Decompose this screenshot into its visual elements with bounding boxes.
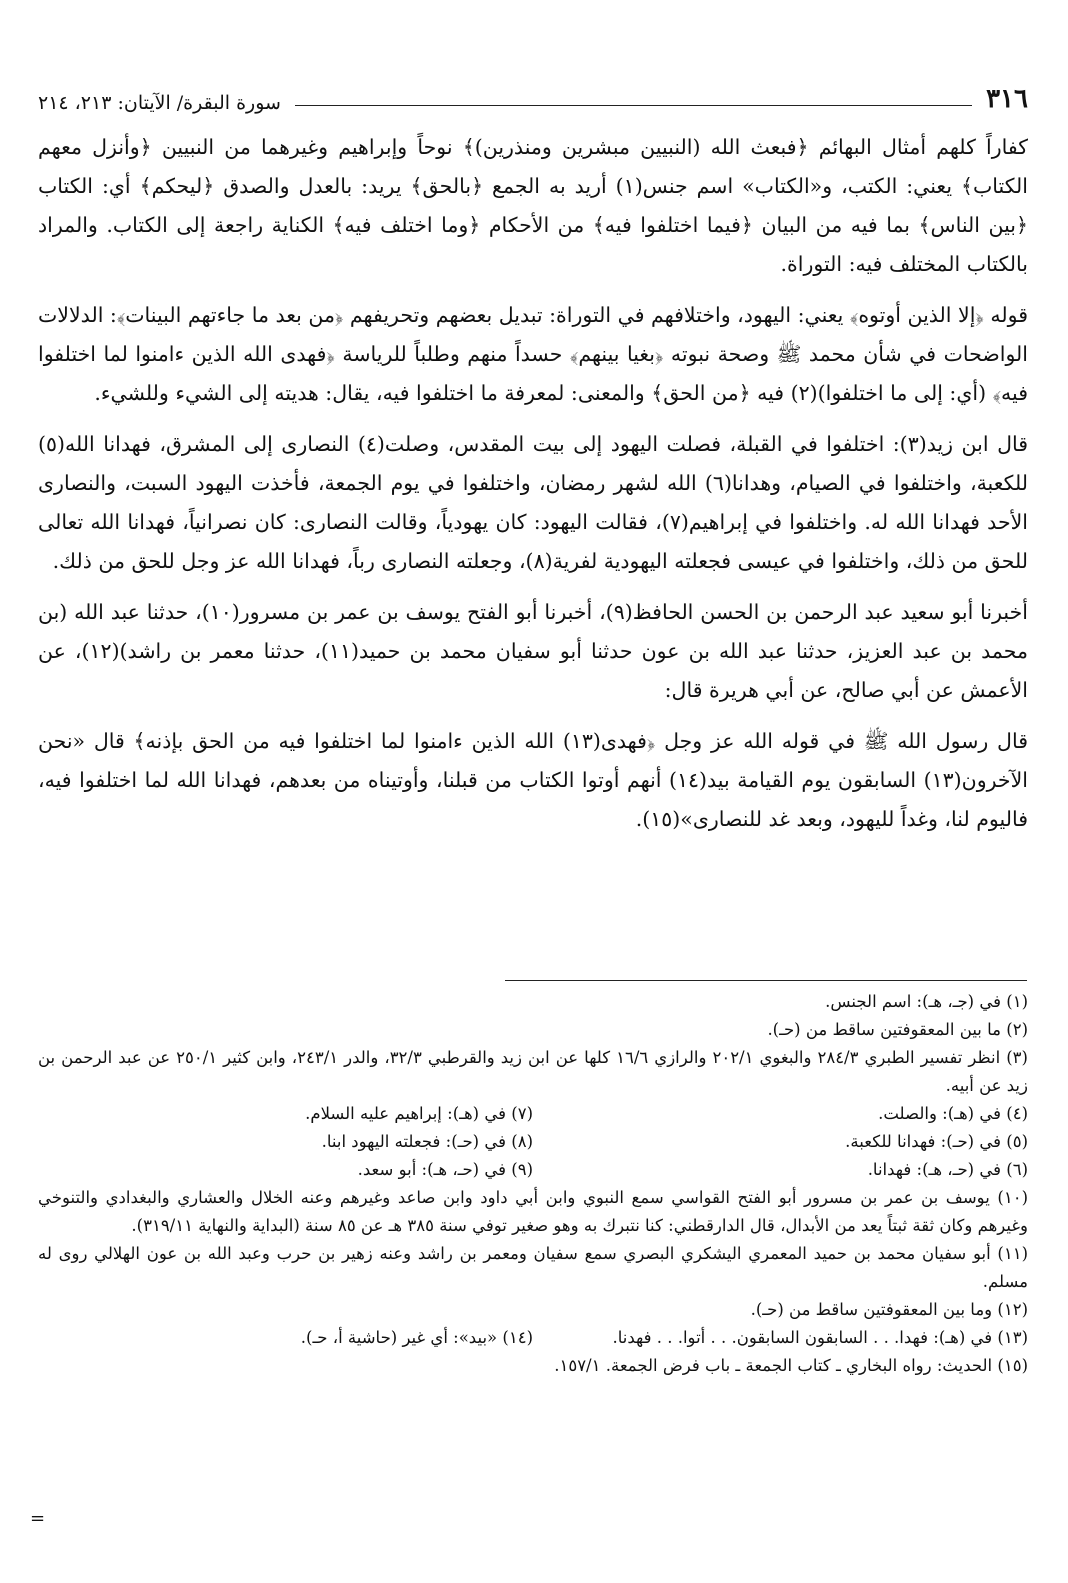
footnote-row [38, 1100, 1028, 1128]
footnote-2: (٢) ما بين المعقوفتين ساقط من (حـ). [767, 1020, 1028, 1039]
footnote-row [38, 1156, 1028, 1184]
footnote-9: (٩) في (حـ، هـ): أبو سعد. [357, 1160, 533, 1179]
footnote-14: (١٤) «بيد»: أي غير (حاشية أ، حـ). [300, 1328, 533, 1347]
footnote-row [38, 1128, 1028, 1156]
page-header [38, 80, 1028, 114]
footnote-11: (١١) أبو سفيان محمد بن حميد المعمري اليشكري البصري سمع سفيان ومعمر بن راشد وعنه زهير بن حرب وعبد الله بن عون الهلالي روى له مسلم. [38, 1244, 1028, 1291]
footnote-10: (١٠) يوسف بن عمر بن مسرور أبو الفتح القواسي سمع النبوي وابن أبي داود وابن صاعد وغيرهم وعنه الخلال والعشاري والبغدادي والتنوخي وغيرهم وكان ثقة ثبتاً يعد من الأبدال، قال الدارقطني: كنا نتبرك به وهو صغير توفي سنة ٣٨٥ هـ عن ٨٥ سنة (البداية والنهاية ٣١٩/١١). [38, 1188, 1028, 1235]
paragraph-2: قوله ﴿إلا الذين أوتوه﴾ يعني: اليهود، واختلافهم في التوراة: تبديل بعضهم وتحريفهم ﴿من بعد ما جاءتهم البينات﴾: الدلالات الواضحات في شأن محمد ﷺ وصحة نبوته ﴿بغيا بينهم﴾ حسداً منهم وطلباً للرياسة ﴿فهدى الله الذين ءامنوا لما اختلفوا فيه﴾ (أي: إلى ما اختلفوا)(٢) فيه ﴿من الحق﴾ والمعنى: لمعرفة ما اختلفوا فيه، يقال: هديته إلى الشيء وللشيء. [38, 303, 1028, 405]
footnote-4: (٤) في (هـ): والصلت. [878, 1104, 1028, 1123]
page-number: ٣١٦ [986, 84, 1028, 114]
footnote-13: (١٣) في (هـ): فهدا. . . السابقون السابقون. . . أتوا. . . فهدنا. [612, 1328, 1028, 1347]
paragraph-4: أخبرنا أبو سعيد عبد الرحمن بن الحسن الحافظ(٩)، أخبرنا أبو الفتح يوسف بن عمر بن مسرور(١٠)، حدثنا عبد الله (بن محمد بن عبد العزيز، حدثنا عبد الله بن عون حدثنا أبو سفيان محمد بن حميد(١١)، حدثنا معمر بن راشد)(١٢)، عن الأعمش عن أبي صالح، عن أبي هريرة قال: [38, 600, 1028, 702]
footnote-7: (٧) في (هـ): إبراهيم عليه السلام. [305, 1104, 533, 1123]
footnote-3: (٣) انظر تفسير الطبري ٢٨٤/٣ والبغوي ٢٠٢/١ والرازي ١٦/٦ كلها عن ابن زيد والقرطبي ٣٢/٣، والدر ٢٤٣/١، وابن كثير ٢٥٠/١ عن عبد الرحمن بن زيد عن أبيه. [38, 1048, 1028, 1095]
footnote-6: (٦) في (حـ، هـ): فهدانا. [867, 1160, 1028, 1179]
footnote-1: (١) في (جـ، هـ): اسم الجنس. [825, 992, 1028, 1011]
main-text [38, 128, 1028, 968]
running-title: سورة البقرة/ الآيتان: ٢١٣، ٢١٤ [38, 92, 281, 114]
paragraph-1: كفاراً كلهم أمثال البهائم ﴿فبعث الله (النبيين مبشرين ومنذرين)﴾ نوحاً وإبراهيم وغيرهما من النبيين ﴿وأنزل معهم الكتاب﴾ يعني: الكتب، و«الكتاب» اسم جنس(١) أريد به الجمع ﴿بالحق﴾ يريد: بالعدل والصدق ﴿ليحكم﴾ أي: الكتاب ﴿بين الناس﴾ بما فيه من البيان ﴿فيما اختلفوا فيه﴾ من الأحكام ﴿وما اختلف فيه﴾ الكناية راجعة إلى الكتاب. والمراد بالكتاب المختلف فيه: التوراة. [38, 135, 1028, 276]
footnote-row [38, 1324, 1028, 1352]
footnote-rule [505, 980, 1027, 981]
bottom-mark: = [30, 1508, 46, 1529]
header-rule [295, 105, 972, 106]
footnote-12: (١٢) وما بين المعقوفتين ساقط من (حـ). [750, 1300, 1028, 1319]
footnote-8: (٨) في (حـ): فجعلته اليهود ابنا. [321, 1132, 533, 1151]
footnote-15: (١٥) الحديث: رواه البخاري ـ كتاب الجمعة ـ باب فرض الجمعة. ١٥٧/١. [554, 1356, 1028, 1375]
paragraph-5: قال رسول الله ﷺ في قوله الله عز وجل ﴿فهدى(١٣) الله الذين ءامنوا لما اختلفوا فيه من الحق بإذنه﴾ قال «نحن الآخرون(١٣) السابقون يوم القيامة بيد(١٤) أنهم أوتوا الكتاب من قبلنا، وأوتيناه من بعدهم، فهدانا الله لما اختلفوا فيه، فاليوم لنا، وغداً لليهود، وبعد غد للنصارى»(١٥). [38, 729, 1028, 831]
footnote-5: (٥) في (حـ): فهدانا للكعبة. [845, 1132, 1028, 1151]
footnotes [38, 988, 1028, 1553]
paragraph-3: قال ابن زيد(٣): اختلفوا في القبلة، فصلت اليهود إلى بيت المقدس، وصلت(٤) النصارى إلى المشرق، فهدانا الله(٥) للكعبة، واختلفوا في الصيام، وهدانا(٦) الله لشهر رمضان، واختلفوا في يوم الجمعة، فأخذت اليهود السبت، والنصارى الأحد فهدانا الله له. واختلفوا في إبراهيم(٧)، فقالت اليهود: كان يهودياً، وقالت النصارى: كان نصرانياً، فهدانا الله تعالى للحق من ذلك، واختلفوا في عيسى فجعلته اليهودية لفرية(٨)، وجعلته النصارى رباً، فهدانا الله عز وجل للحق من ذلك. [38, 432, 1028, 573]
